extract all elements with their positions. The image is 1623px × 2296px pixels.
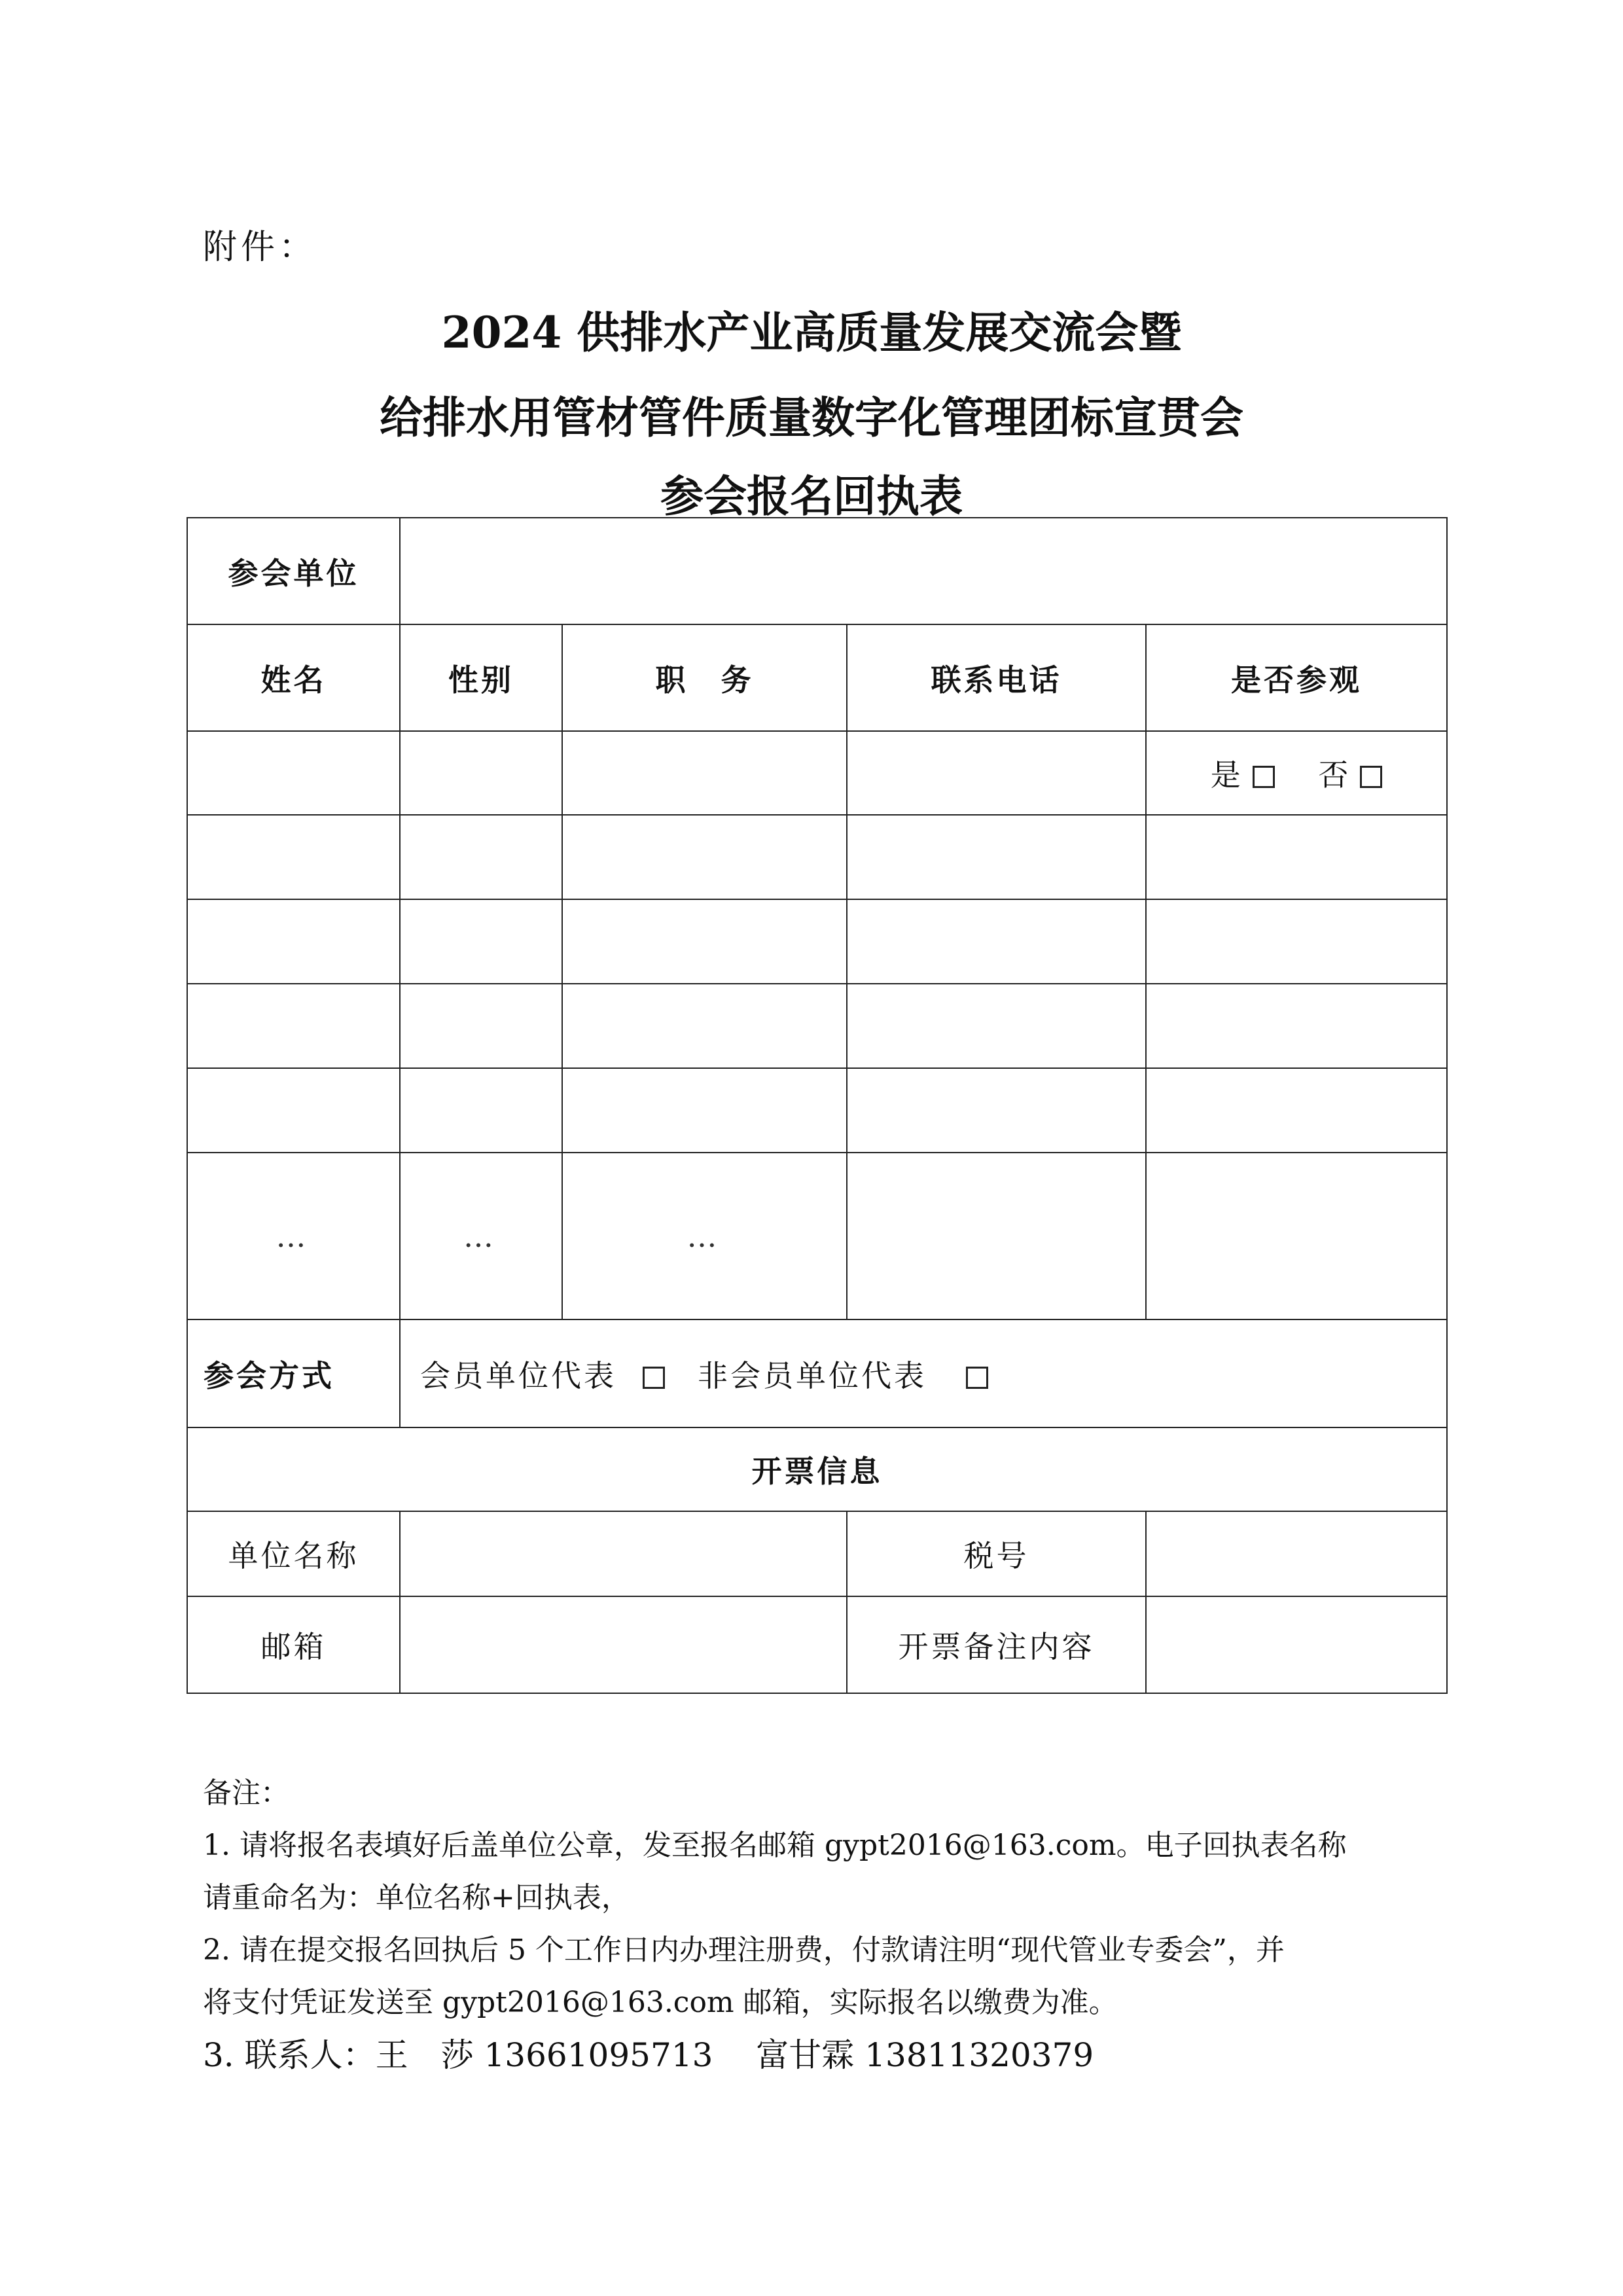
visit-yes-checkbox[interactable] bbox=[1253, 766, 1275, 788]
cell-phone[interactable] bbox=[847, 1153, 1146, 1319]
invoice-email-label: 邮箱 bbox=[187, 1596, 400, 1693]
cell-phone[interactable] bbox=[847, 1068, 1146, 1153]
col-position: 职 务 bbox=[562, 624, 847, 731]
cell-position[interactable] bbox=[562, 1068, 847, 1153]
col-gender: 性别 bbox=[400, 624, 562, 731]
visit-no-option[interactable] bbox=[1318, 757, 1382, 793]
invoice-row-1 bbox=[187, 1511, 1447, 1596]
attendee-row bbox=[187, 984, 1447, 1068]
col-phone: 联系电话 bbox=[847, 624, 1146, 731]
invoice-header-row bbox=[187, 1427, 1447, 1511]
method-label: 参会方式 bbox=[187, 1319, 400, 1427]
invoice-remark-input[interactable] bbox=[1146, 1596, 1447, 1693]
cell-visit[interactable] bbox=[1146, 815, 1447, 899]
cell-position[interactable] bbox=[562, 815, 847, 899]
note-line-2: 2. 请在提交报名回执后 5 个工作日内办理注册费，付款请注明“现代管业专委会”，并 bbox=[203, 1933, 1285, 1967]
invoice-tax-no-label: 税号 bbox=[847, 1511, 1146, 1596]
note-line-2b: 将支付凭证发送至 gypt2016@163.com 邮箱，实际报名以缴费为准。 bbox=[203, 1986, 1118, 2019]
invoice-row-2 bbox=[187, 1596, 1447, 1693]
note-line-1: 1. 请将报名表填好后盖单位公章，发至报名邮箱 gypt2016@163.com。电子回执表名称 bbox=[203, 1829, 1347, 1862]
cell-gender[interactable] bbox=[400, 815, 562, 899]
cell-position[interactable] bbox=[562, 731, 847, 815]
notes-heading: 备注： bbox=[203, 1776, 289, 1810]
notes-section bbox=[203, 1767, 1446, 2081]
cell-position[interactable] bbox=[562, 899, 847, 984]
invoice-remark-label: 开票备注内容 bbox=[847, 1596, 1146, 1693]
cell-phone[interactable] bbox=[847, 899, 1146, 984]
cell-position[interactable] bbox=[562, 984, 847, 1068]
cell-gender[interactable] bbox=[400, 1068, 562, 1153]
attendee-row-more bbox=[187, 1153, 1447, 1319]
unit-label: 参会单位 bbox=[187, 518, 400, 624]
method-row bbox=[187, 1319, 1447, 1427]
cell-phone[interactable] bbox=[847, 731, 1146, 815]
cell-visit[interactable] bbox=[1146, 984, 1447, 1068]
unit-row bbox=[187, 518, 1447, 624]
visit-no-checkbox[interactable] bbox=[1360, 766, 1382, 788]
invoice-header: 开票信息 bbox=[187, 1427, 1447, 1511]
cell-gender[interactable] bbox=[400, 984, 562, 1068]
invoice-unit-name-input[interactable] bbox=[400, 1511, 847, 1596]
cell-name[interactable] bbox=[187, 899, 400, 984]
unit-input-cell[interactable] bbox=[400, 518, 1447, 624]
cell-name[interactable] bbox=[187, 984, 400, 1068]
method-options bbox=[400, 1319, 1447, 1427]
invoice-tax-no-input[interactable] bbox=[1146, 1511, 1447, 1596]
ellipsis-name: … bbox=[187, 1153, 400, 1319]
cell-visit bbox=[1146, 731, 1447, 815]
attendee-row bbox=[187, 899, 1447, 984]
method-member-checkbox[interactable] bbox=[643, 1367, 665, 1389]
cell-phone[interactable] bbox=[847, 984, 1146, 1068]
ellipsis-gender: … bbox=[400, 1153, 562, 1319]
attachment-label: 附件： bbox=[203, 228, 317, 267]
method-nonmember-checkbox[interactable] bbox=[966, 1367, 988, 1389]
cell-name[interactable] bbox=[187, 1068, 400, 1153]
invoice-email-input[interactable] bbox=[400, 1596, 847, 1693]
attendee-row bbox=[187, 815, 1447, 899]
visit-yes-option[interactable] bbox=[1211, 757, 1275, 793]
cell-visit[interactable] bbox=[1146, 1068, 1447, 1153]
visit-yes-label: 是 bbox=[1210, 757, 1243, 793]
ellipsis-position: … bbox=[562, 1153, 847, 1319]
col-visit: 是否参观 bbox=[1146, 624, 1447, 731]
title-line-2: 给排水用管材管件质量数字化管理团标宣贯会 bbox=[380, 392, 1243, 443]
note-line-1b: 请重命名为：单位名称+回执表， bbox=[203, 1881, 630, 1914]
method-nonmember-label: 非会员单位代表 bbox=[698, 1357, 927, 1393]
visit-no-label: 否 bbox=[1318, 757, 1351, 793]
invoice-unit-name-label: 单位名称 bbox=[187, 1511, 400, 1596]
cell-name[interactable] bbox=[187, 815, 400, 899]
cell-gender[interactable] bbox=[400, 731, 562, 815]
col-name: 姓名 bbox=[187, 624, 400, 731]
cell-gender[interactable] bbox=[400, 899, 562, 984]
title-line-3: 参会报名回执表 bbox=[660, 471, 963, 522]
cell-phone[interactable] bbox=[847, 815, 1146, 899]
note-line-3: 3. 联系人：王 莎 13661095713 富甘霖 13811320379 bbox=[203, 2036, 1094, 2074]
registration-form-table bbox=[187, 517, 1448, 1694]
method-member-label: 会员单位代表 bbox=[420, 1357, 616, 1393]
cell-name[interactable] bbox=[187, 731, 400, 815]
cell-visit[interactable] bbox=[1146, 899, 1447, 984]
attendee-row bbox=[187, 731, 1447, 815]
title-line-1: 2024 供排水产业高质量发展交流会暨 bbox=[441, 307, 1182, 358]
column-header-row bbox=[187, 624, 1447, 731]
attendee-row bbox=[187, 1068, 1447, 1153]
cell-visit[interactable] bbox=[1146, 1153, 1447, 1319]
